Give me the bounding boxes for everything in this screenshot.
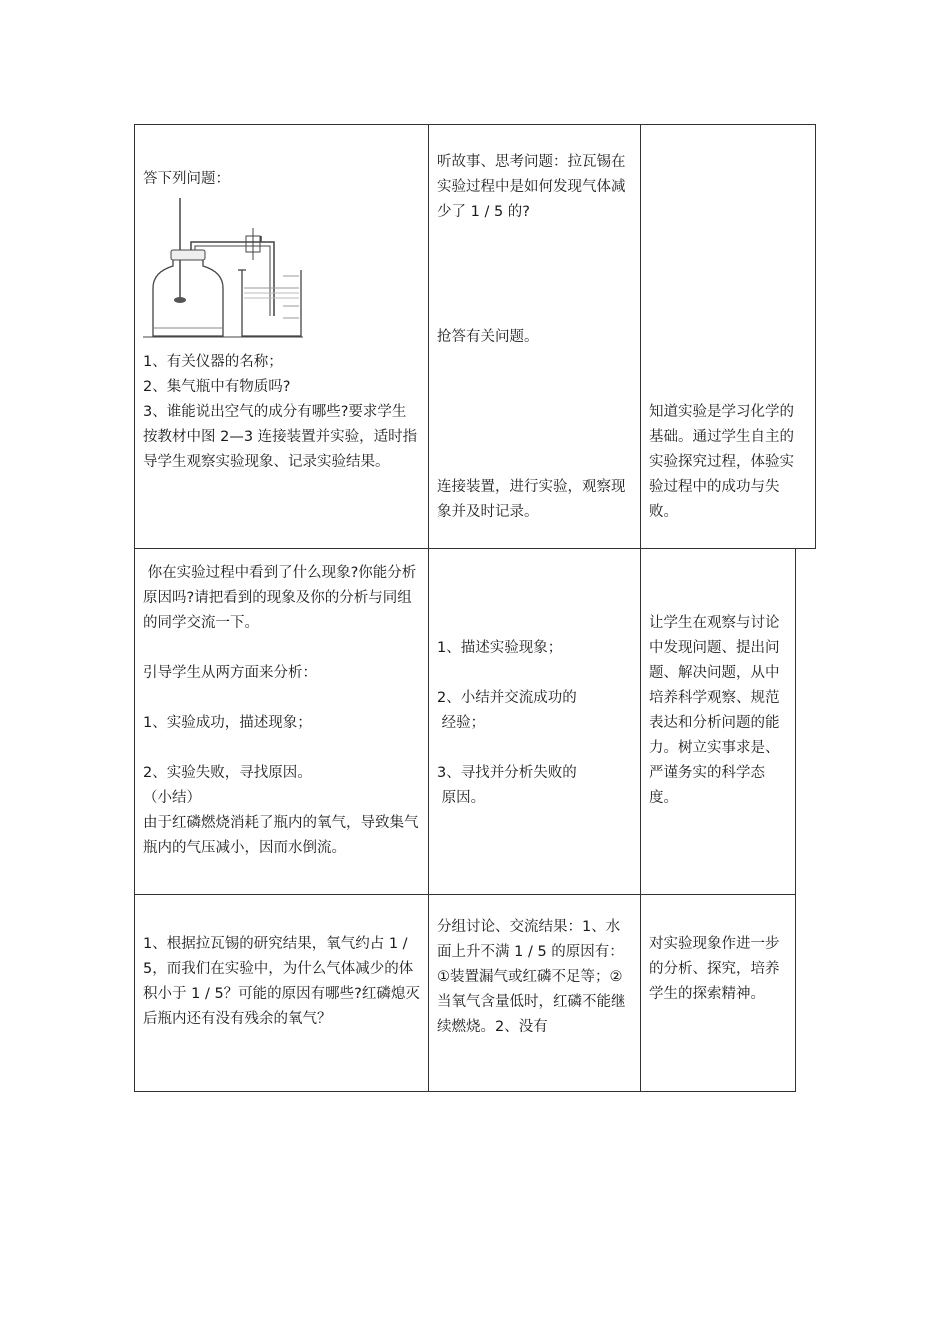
row2-teacher-p4: 2、实验失败，寻找原因。 — [143, 765, 312, 781]
row2-student-s3: 3、寻找并分析失败的 — [437, 765, 577, 781]
row2-teacher-p3: 1、实验成功，描述现象； — [143, 715, 312, 731]
row1-teacher-cell — [134, 124, 429, 549]
row2-teacher-p6: 由于红磷燃烧消耗了瓶内的氧气，导致集气瓶内的气压减小，因而水倒流。 — [143, 815, 419, 856]
row2-teacher-p1: 你在实验过程中看到了什么现象?你能分析原因吗?请把看到的现象及你的分析与同组的同学交流一下。 — [143, 565, 417, 631]
row2-student-s3b: 原因。 — [437, 790, 486, 806]
row2-student-s1: 1、描述实验现象； — [437, 640, 563, 656]
row1-purpose-cell — [640, 124, 816, 549]
row2-teacher-cell — [134, 548, 429, 895]
row2-purpose-cell — [640, 548, 796, 895]
row2-student-s2b: 经验； — [437, 715, 486, 731]
row1-teacher-intro: 答下列问题： — [143, 171, 230, 187]
row1-student-line2: 抢答有关问题。 — [437, 329, 539, 345]
row1-student-line1: 听故事、思考问题：拉瓦锡在实验过程中是如何发现气体减少了 1 / 5 的? — [437, 154, 626, 220]
row3-student-cell — [428, 894, 641, 1092]
row2-student-cell — [428, 548, 641, 895]
row3-student-text: 分组讨论、交流结果：1、水面上升不满 1 / 5 的原因有：①装置漏气或红磷不足等；②当氧气含量低时，红磷不能继续燃烧。2、没有 — [437, 919, 626, 1035]
row2-purpose-text: 让学生在观察与讨论中发现问题、提出问题、解决问题，从中培养科学观察、规范表达和分析问题的能力。树立实事求是、严谨务实的科学态度。 — [649, 615, 780, 806]
apparatus-figure — [143, 198, 303, 338]
row3-teacher-cell — [134, 894, 429, 1092]
row2-teacher-p2: 引导学生从两方面来分析： — [143, 665, 317, 681]
row1-student-cell — [428, 124, 641, 549]
row2-teacher-p5: （小结） — [143, 790, 201, 806]
row3-purpose-text: 对实验现象作进一步的分析、探究，培养学生的探索精神。 — [649, 936, 780, 1002]
row1-student-line3: 连接装置，进行实验，观察现象并及时记录。 — [437, 479, 626, 520]
row1-purpose-text: 知道实验是学习化学的基础。通过学生自主的实验探究过程，体验实验过程中的成功与失败。 — [649, 404, 794, 520]
row1-teacher-item-1: 1、有关仪器的名称； — [143, 354, 283, 370]
row1-teacher-item-3: 3、谁能说出空气的成分有哪些?要求学生按教材中图 2—3 连接装置并实验，适时指导学生观察实验现象、记录实验结果。 — [143, 404, 418, 470]
row2-student-s2: 2、小结并交流成功的 — [437, 690, 577, 706]
row1-teacher-item-2: 2、集气瓶中有物质吗? — [143, 379, 291, 395]
row3-purpose-cell — [640, 894, 796, 1092]
row3-teacher-text: 1、根据拉瓦锡的研究结果，氧气约占 1 / 5，而我们在实验中，为什么气体减少的体积小于 1 / 5？可能的原因有哪些?红磷熄灭后瓶内还有没有残余的氧气？ — [143, 936, 420, 1027]
